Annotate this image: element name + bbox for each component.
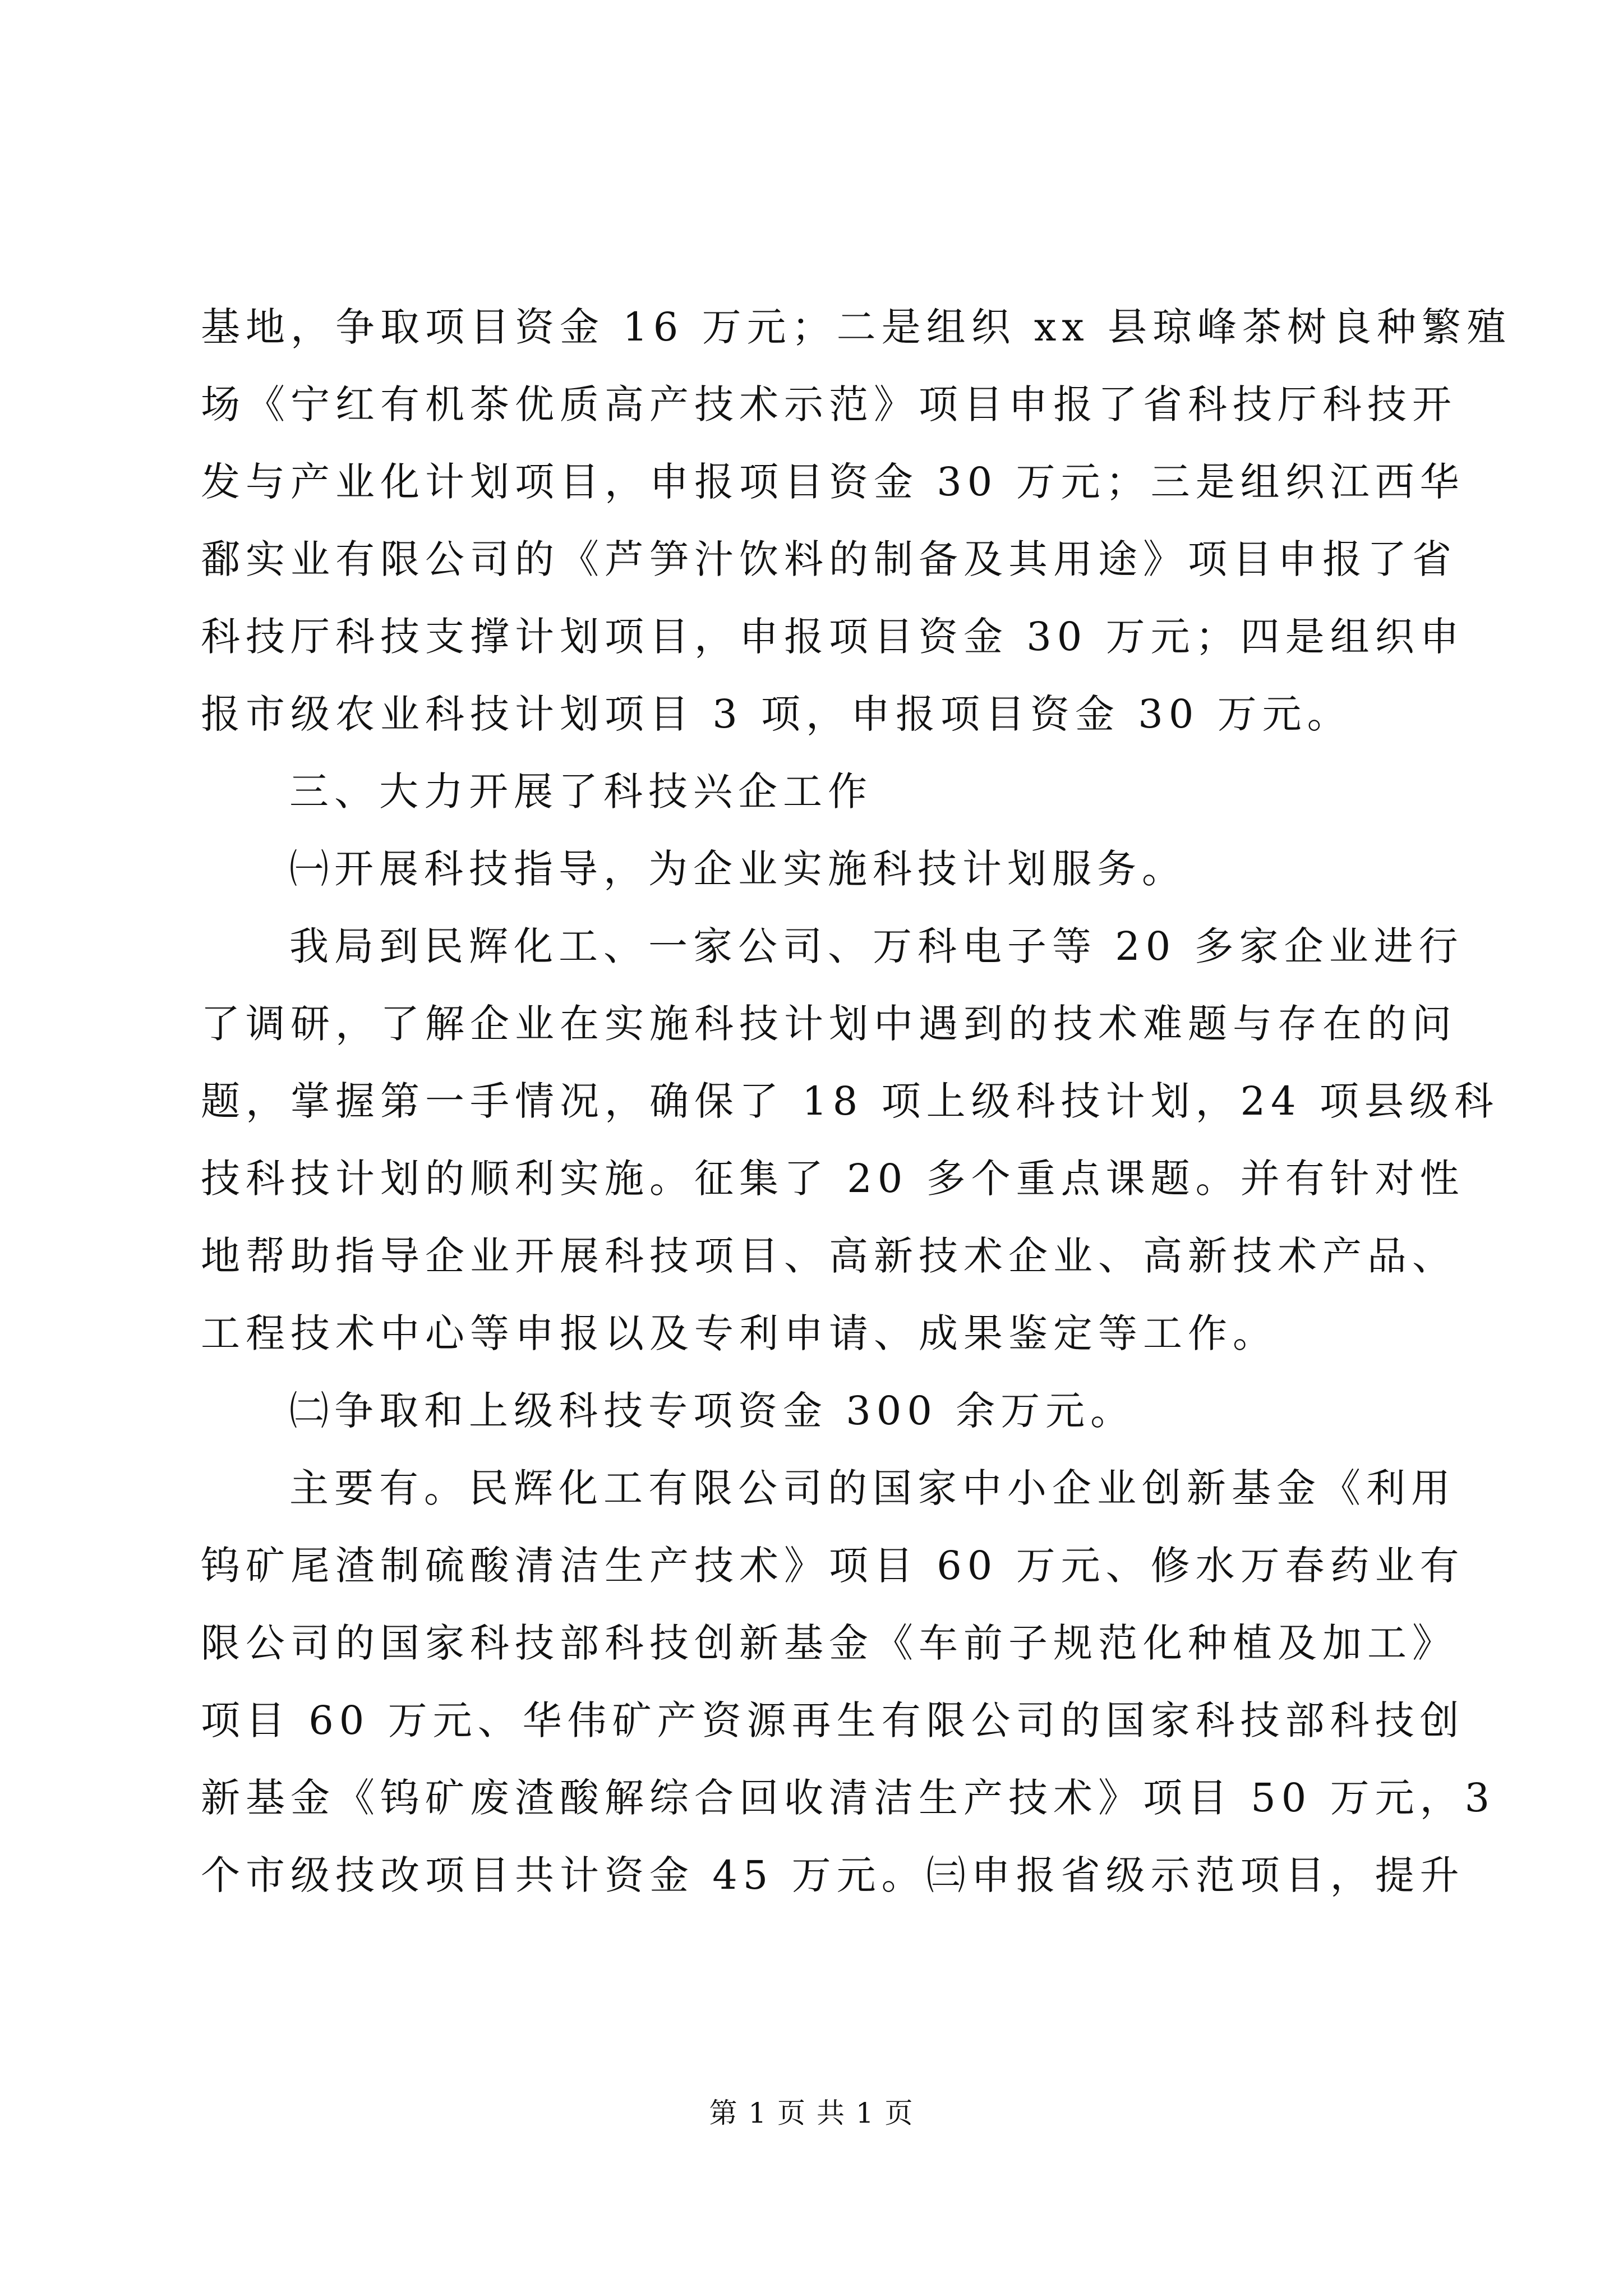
text-line: 鄱实业有限公司的《芦笋汁饮料的制备及其用途》项目申报了省: [201, 536, 1457, 582]
text-line: 题，掌握第一手情况，确保了 18 项上级科技计划，24 项县级科: [201, 1078, 1499, 1124]
text-line: 场《宁红有机茶优质高产技术示范》项目申报了省科技厅科技开: [201, 381, 1457, 427]
text-line: 工程技术中心等申报以及专利申请、成果鉴定等工作。: [201, 1310, 1278, 1356]
text-line: 我局到民辉化工、一家公司、万科电子等 20 多家企业进行: [289, 923, 1464, 969]
text-line: 科技厅科技支撑计划项目，申报项目资金 30 万元；四是组织申: [201, 614, 1465, 660]
text-line: 地帮助指导企业开展科技项目、高新技术企业、高新技术产品、: [201, 1233, 1457, 1279]
section-heading: 三、大力开展了科技兴企工作: [289, 769, 873, 815]
text-line: 技科技计划的顺利实施。征集了 20 多个重点课题。并有针对性: [201, 1156, 1465, 1202]
subsection-heading: ㈡争取和上级科技专项资金 300 余万元。: [289, 1388, 1136, 1434]
text-line: 项目 60 万元、华伟矿产资源再生有限公司的国家科技部科技创: [201, 1697, 1465, 1743]
text-line: 主要有。民辉化工有限公司的国家中小企业创新基金《利用: [289, 1465, 1456, 1511]
page-number-footer: 第 1 页 共 1 页: [709, 2097, 914, 2129]
text-line: 限公司的国家科技部科技创新基金《车前子规范化种植及加工》: [201, 1620, 1457, 1666]
text-line: 了调研，了解企业在实施科技计划中遇到的技术难题与存在的问: [201, 1001, 1457, 1047]
text-line: 报市级农业科技计划项目 3 项，申报项目资金 30 万元。: [201, 691, 1352, 737]
text-line: 个市级技改项目共计资金 45 万元。㈢申报省级示范项目，提升: [201, 1852, 1465, 1898]
text-line: 钨矿尾渣制硫酸清洁生产技术》项目 60 万元、修水万春药业有: [201, 1543, 1465, 1589]
text-line: 基地，争取项目资金 16 万元；二是组织 xx 县琼峰茶树良种繁殖: [201, 304, 1512, 350]
text-line: 新基金《钨矿废渣酸解综合回收清洁生产技术》项目 50 万元，3: [201, 1775, 1496, 1821]
text-line: 发与产业化计划项目，申报项目资金 30 万元；三是组织江西华: [201, 459, 1465, 505]
subsection-heading: ㈠开展科技指导，为企业实施科技计划服务。: [289, 846, 1187, 892]
